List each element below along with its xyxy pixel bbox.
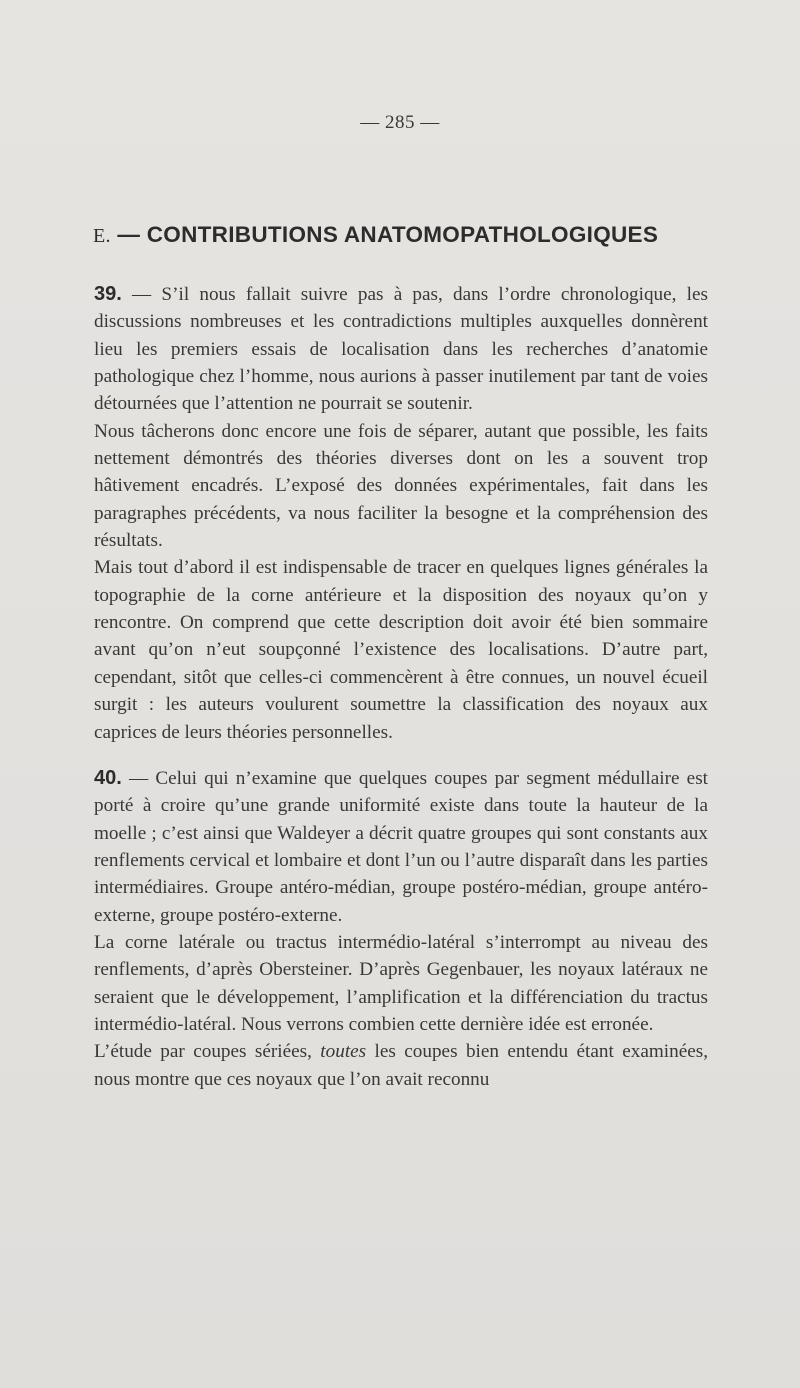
paragraph-40	[94, 765, 708, 929]
page-number: — 285 —	[360, 112, 440, 133]
section-heading	[93, 222, 713, 248]
paragraph-text: L’étude par coupes sériées,	[94, 1041, 321, 1063]
paragraph-text: les coupes bien entendu étant examinées, nous montre que ces noyaux que l’on avait reconnu	[94, 1041, 708, 1090]
body-text	[94, 281, 708, 1093]
paragraph-number: 40.	[94, 766, 122, 789]
paragraph-last	[94, 1038, 708, 1093]
emphasized-word: toutes	[320, 1041, 367, 1063]
paragraph: La corne latérale ou tractus intermédio-latéral s’interrompt au niveau des renflements, d’après Obersteiner. D’après Gegenbauer, les noyaux latéraux ne seraient que le développement, l’amplification et la différenciation du tractus intermédio-latéral. Nous verrons combien cette dernière idée est erronée.	[94, 931, 708, 1035]
paragraph: Nous tâcherons donc encore une fois de séparer, autant que possible, les faits nettement démontrés des théories diverses dont on les a souvent trop hâtivement encadrés. L’exposé des données expérimentales, fait dans les paragraphes précédents, va nous faciliter la besogne et la compréhension des résultats.	[94, 420, 708, 552]
section-letter: E.	[93, 225, 111, 247]
paragraph-39	[94, 281, 708, 418]
section-title: CONTRIBUTIONS ANATOMOPATHOLOGIQUES	[146, 222, 659, 247]
paragraph-number: 39.	[94, 283, 122, 305]
paragraph: Mais tout d’abord il est indispensable de tracer en quelques lignes générales la topographie de la corne antérieure et la disposition des noyaux qu’on y rencontre. On comprend que cette description doit avoir été bien sommaire avant qu’on n’eut soupçonné l’existence des localisations. D’autre part, cependant, sitôt que celles-ci commencèrent à être connues, un nouvel écueil surgit : les auteurs voulurent soumettre la classification des noyaux aux caprices de leurs théories personnelles.	[94, 557, 708, 743]
heading-dash: —	[110, 222, 147, 247]
paragraph-text: — Celui qui n’examine que quelques coupes par segment médullaire est porté à croire qu’une grande uniformité existe dans toute la hauteur de la moelle ; c’est ainsi que Waldeyer a décrit quatre groupes qui sont constants aux renflements cervical et lombaire et dont l’un ou l’autre disparaît dans les parties intermédiaires. Groupe antéro-médian, groupe postéro-médian, groupe antéro-externe, groupe postéro-externe.	[94, 767, 708, 926]
paragraph-text: — S’il nous fallait suivre pas à pas, dans l’ordre chronologique, les discussions nombreuses et les contradictions multiples auxquelles donnèrent lieu les premiers essais de localisation dans les recherches d’anatomie pathologique chez l’homme, nous aurions à passer inutilement par tant de voies détournées que l’attention ne pourrait se soutenir.	[94, 284, 708, 415]
